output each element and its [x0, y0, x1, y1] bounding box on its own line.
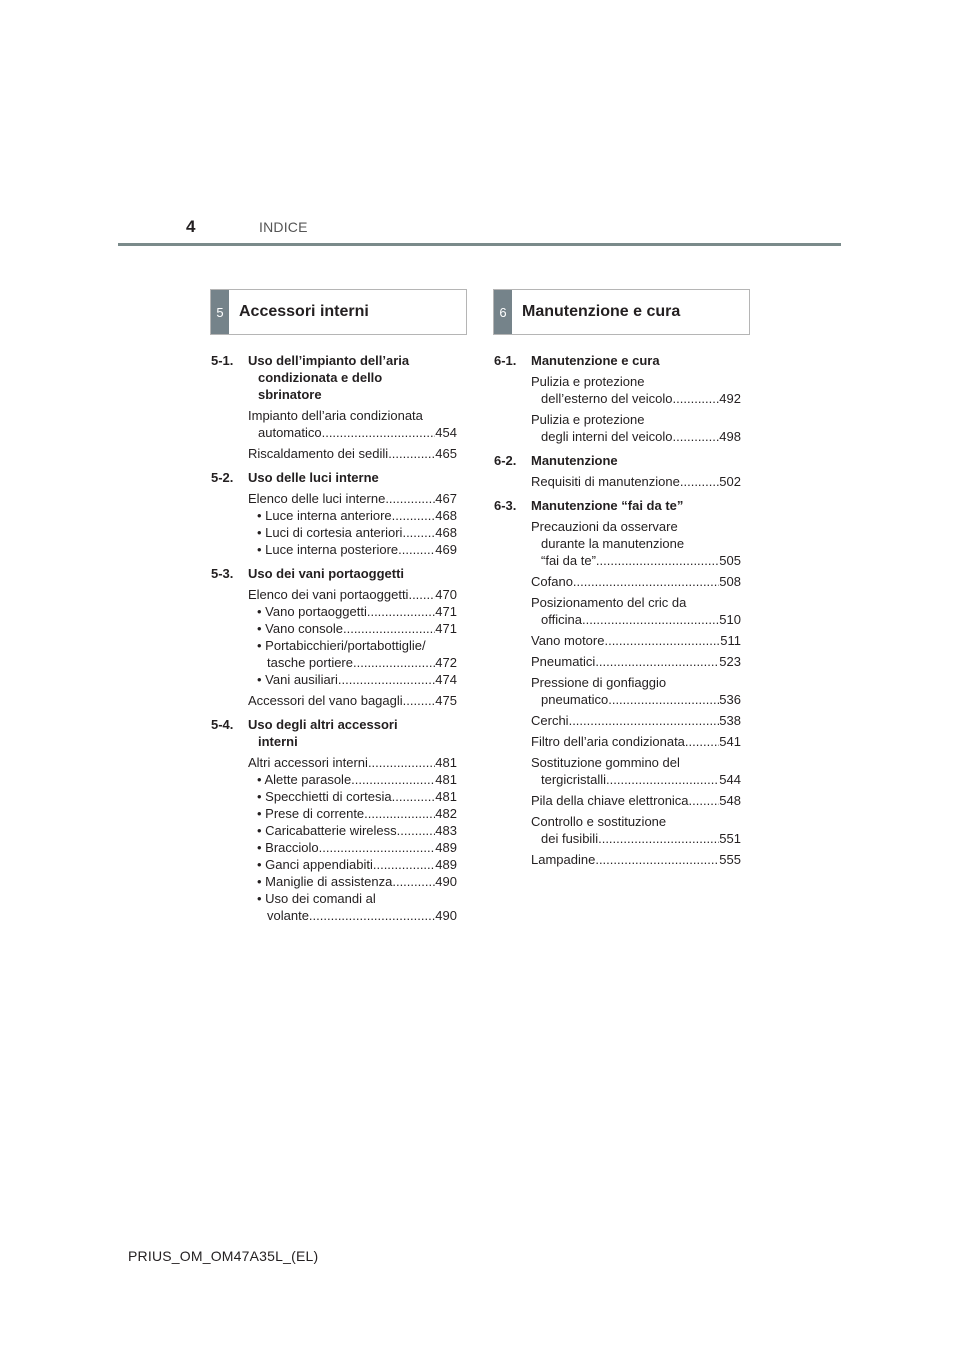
footer-document-code: PRIUS_OM_OM47A35L_(EL) — [128, 1248, 319, 1264]
toc-bullet-entry[interactable]: • Portabicchieri/portabottiglie/ tasche portiere ..... 472 — [248, 637, 457, 671]
toc-subsection-heading[interactable]: 6-1. Manutenzione e cura — [494, 353, 660, 368]
toc-bullet-entry[interactable]: • Caricabatterie wireless ..... 483 — [248, 822, 457, 839]
toc-column-right — [494, 352, 741, 875]
toc-entry[interactable]: Controllo e sostituzione dei fusibili ..... 551 — [531, 813, 741, 847]
toc-entry[interactable]: Cerchi ..... 538 — [531, 712, 741, 729]
toc-subsection — [211, 565, 457, 709]
toc-entry[interactable]: Pila della chiave elettronica ..... 548 — [531, 792, 741, 809]
toc-entry[interactable]: Pneumatici ..... 523 — [531, 653, 741, 670]
section-header-6[interactable] — [493, 289, 750, 335]
toc-entry[interactable]: Vano motore ..... 511 — [531, 632, 741, 649]
toc-subsection-heading[interactable]: 5-3. Uso dei vani portaoggetti — [211, 566, 405, 581]
toc-subsection-heading[interactable]: 6-2. Manutenzione — [494, 453, 618, 468]
toc-subsection-heading[interactable]: 6-3. Manutenzione “fai da te” — [494, 498, 684, 513]
section-number: 5 — [211, 290, 229, 334]
toc-bullet-entry[interactable]: • Vani ausiliari ..... 474 — [248, 671, 457, 688]
toc-entry[interactable]: Pulizia e protezione degli interni del veicolo ..... 498 — [531, 411, 741, 445]
section-header-5[interactable] — [210, 289, 467, 335]
toc-subsection — [211, 716, 457, 924]
toc-bullet-entry[interactable]: • Prese di corrente ..... 482 — [248, 805, 457, 822]
toc-subsection — [211, 352, 457, 462]
toc-entry[interactable]: Cofano ..... 508 — [531, 573, 741, 590]
toc-subsection — [494, 352, 741, 445]
toc-entry[interactable]: Sostituzione gommino del tergicristalli ..... 544 — [531, 754, 741, 788]
toc-bullet-entry[interactable]: • Vano portaoggetti ..... 471 — [248, 603, 457, 620]
toc-column-left — [211, 352, 457, 931]
toc-bullet-entry[interactable]: • Uso dei comandi al volante ..... 490 — [248, 890, 457, 924]
toc-bullet-entry[interactable]: • Luci di cortesia anteriori ..... 468 — [248, 524, 457, 541]
toc-entry[interactable]: Posizionamento del cric da officina ..... 510 — [531, 594, 741, 628]
toc-bullet-entry[interactable]: • Ganci appendiabiti ..... 489 — [248, 856, 457, 873]
toc-subsection — [211, 469, 457, 558]
toc-subsection-heading[interactable]: 5-1. Uso dell’impianto dell’aria condizionata e dello sbrinatore — [211, 353, 410, 402]
toc-bullet-entry[interactable]: • Specchietti di cortesia ..... 481 — [248, 788, 457, 805]
toc-bullet-entry[interactable]: • Luce interna posteriore ..... 469 — [248, 541, 457, 558]
toc-entry[interactable]: Pressione di gonfiaggio pneumatico ..... 536 — [531, 674, 741, 708]
toc-entry[interactable]: Pulizia e protezione dell’esterno del veicolo ..... 492 — [531, 373, 741, 407]
page-title: INDICE — [259, 219, 308, 235]
toc-bullet-entry[interactable]: • Bracciolo ..... 489 — [248, 839, 457, 856]
section-number: 6 — [494, 290, 512, 334]
page-number: 4 — [186, 217, 196, 236]
toc-entry[interactable]: Lampadine ..... 555 — [531, 851, 741, 868]
toc-entry[interactable]: Requisiti di manutenzione ..... 502 — [531, 473, 741, 490]
toc-subsection — [494, 497, 741, 868]
toc-entry[interactable]: Elenco dei vani portaoggetti ..... 470 — [248, 586, 457, 603]
toc-subsection — [494, 452, 741, 490]
header-rule — [118, 243, 841, 246]
toc-subsection-heading[interactable]: 5-2. Uso delle luci interne — [211, 470, 379, 485]
toc-bullet-entry[interactable]: • Maniglie di assistenza ..... 490 — [248, 873, 457, 890]
toc-entry[interactable]: Riscaldamento dei sedili ..... 465 — [248, 445, 457, 462]
toc-entry[interactable]: Precauzioni da osservare durante la manutenzione “fai da te” ..... 505 — [531, 518, 741, 569]
toc-bullet-entry[interactable]: • Alette parasole ..... 481 — [248, 771, 457, 788]
section-label: Accessori interni — [239, 303, 369, 320]
toc-subsection-heading[interactable]: 5-4. Uso degli altri accessori interni — [211, 717, 398, 749]
section-label: Manutenzione e cura — [522, 303, 681, 320]
toc-entry[interactable]: Altri accessori interni ..... 481 — [248, 754, 457, 771]
toc-entry[interactable]: Filtro dell’aria condizionata ..... 541 — [531, 733, 741, 750]
toc-entry[interactable]: Accessori del vano bagagli ..... 475 — [248, 692, 457, 709]
toc-bullet-entry[interactable]: • Luce interna anteriore ..... 468 — [248, 507, 457, 524]
toc-bullet-entry[interactable]: • Vano console ..... 471 — [248, 620, 457, 637]
toc-entry[interactable]: Impianto dell’aria condizionata automatico ..... 454 — [248, 407, 457, 441]
toc-entry[interactable]: Elenco delle luci interne ..... 467 — [248, 490, 457, 507]
